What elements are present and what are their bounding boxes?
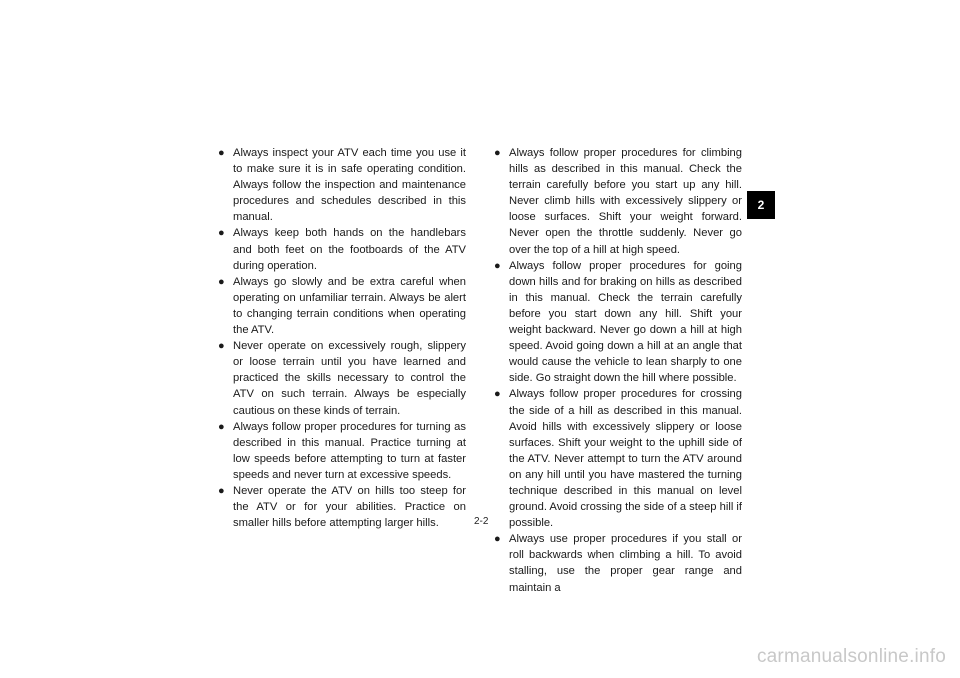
list-item	[218, 225, 466, 273]
left-column	[218, 145, 466, 531]
bullet-icon: ●	[218, 420, 225, 433]
page-number: 2-2	[474, 516, 489, 527]
watermark: carmanualsonline.info	[756, 646, 946, 667]
list-item	[218, 483, 466, 531]
chapter-tab: 2	[747, 191, 775, 219]
list-item	[494, 145, 742, 258]
right-column	[494, 145, 742, 596]
list-item-text: Always keep both hands on the handlebars and both feet on the footboards of the ATV during operation.	[233, 227, 466, 272]
list-item	[494, 531, 742, 595]
list-item	[494, 386, 742, 531]
list-item-text: Always follow proper procedures for crossing the side of a hill as described in this manual. Avoid hills with excessively slippery or loose surfaces. Shift your weight to the uphill side of the ATV. Never attempt to turn the ATV around on any hill until you have mastered the turning technique described in this manual on level ground. Avoid crossing the side of a steep hill if possible.	[509, 388, 743, 530]
list-item	[494, 258, 742, 387]
bullet-icon: ●	[218, 275, 225, 288]
list-item-text: Always use proper procedures if you stall or roll backwards when climbing a hill. To avoid stalling, use the proper gear range and maintain a	[509, 533, 742, 594]
list-item-text: Always follow proper procedures for climbing hills as described in this manual. Check the terrain carefully before you start up any hill. Never climb hills with excessively slippery or loose surfaces. Shift your weight forward. Never open the throttle suddenly. Never go over the top of a hill at high speed.	[509, 147, 742, 256]
bullet-icon: ●	[218, 340, 225, 353]
bullet-icon: ●	[494, 388, 501, 401]
bullet-icon: ●	[494, 147, 501, 159]
list-item-text: Always inspect your ATV each time you use it to make sure it is in safe operating condition. Always follow the inspection and maintenance procedures and schedules described in this manual.	[233, 147, 466, 224]
list-item-text: Never operate the ATV on hills too steep for the ATV or for your abilities. Practice on smaller hills before attempting larger hills.	[233, 484, 466, 530]
list-item	[218, 338, 466, 418]
list-item-text: Never operate on excessively rough, slippery or loose terrain until you have learned and practiced the skills necessary to control the ATV on such terrain. Always be especially cautious on these kinds of terrain.	[233, 340, 466, 417]
list-item	[218, 419, 466, 483]
list-item	[218, 145, 466, 225]
list-item	[218, 274, 466, 338]
bullet-icon: ●	[218, 484, 225, 497]
bullet-icon: ●	[218, 147, 225, 159]
list-item-text: Always follow proper procedures for turning as described in this manual. Practice turning at low speeds before attempting to turn at faster speeds and never turn at excessive speeds.	[233, 420, 466, 481]
list-item-text: Always follow proper procedures for going down hills and for braking on hills as described in this manual. Check the terrain carefully before you start down any hill. Shift your weight backward. Never go down a hill at high speed. Avoid going down a hill at an angle that would cause the vehicle to lean sharply to one side. Go straight down the hill where possible.	[509, 259, 742, 385]
bullet-icon: ●	[494, 259, 501, 272]
bullet-icon: ●	[494, 533, 501, 546]
list-item-text: Always go slowly and be extra careful when operating on unfamiliar terrain. Always be alert to changing terrain conditions when operating the ATV.	[233, 275, 466, 337]
bullet-icon: ●	[218, 227, 225, 240]
